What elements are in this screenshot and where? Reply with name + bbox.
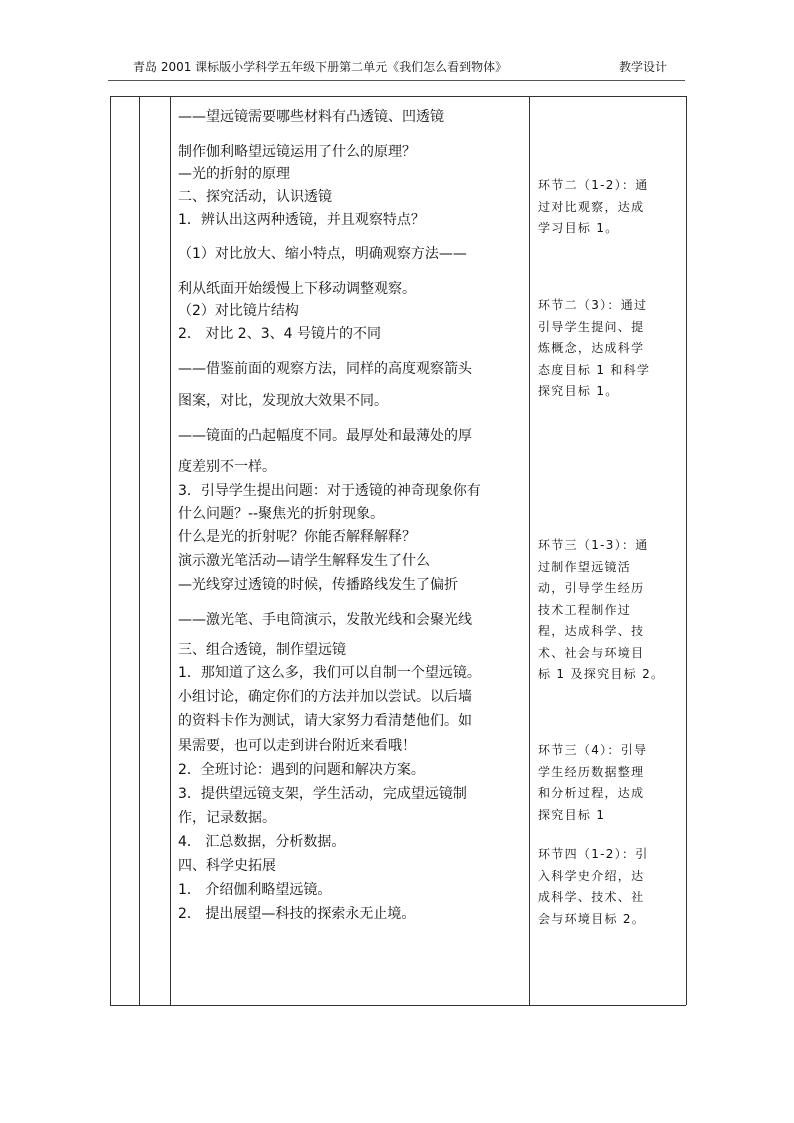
process-line: 的资料卡作为测试，请大家努力看清楚他们。如 [178, 713, 472, 729]
process-line: （2）对比镜片结构 [178, 303, 299, 319]
process-line: 作，记录数据。 [178, 810, 276, 826]
process-line: ——镜面的凸起幅度不同。最厚处和最薄处的厚 [178, 428, 472, 444]
process-line: 2． 提出展望—科技的探索永无止境。 [178, 906, 416, 922]
process-line: （1）对比放大、缩小特点，明确观察方法—— [178, 246, 467, 262]
process-line: 2．全班讨论：遇到的问题和解决方案。 [178, 762, 425, 778]
design-note: 环节四（1-2）：引 入科学史介绍，达 成科学、技术、社 会与环境目标 2。 [538, 847, 649, 926]
process-line: 利从纸面开始缓慢上下移动调整观察。 [178, 281, 416, 297]
table-left-border [110, 96, 111, 1005]
process-line: 度差别不一样。 [178, 459, 276, 475]
design-note: 环节二（3）：通过 引导学生提问、提 炼概念，达成科学 态度目标 1 和科学 探究目标 1。 [538, 298, 651, 398]
process-line: 演示激光笔活动—请学生解释发生了什么 [178, 553, 430, 569]
column-divider-3 [529, 96, 530, 1005]
header-rule [108, 80, 685, 81]
column-divider-2 [170, 96, 171, 1005]
process-line: 三、组合透镜，制作望远镜 [178, 642, 346, 658]
document-title: 青岛 2001 课标版小学科学五年级下册第二单元《我们怎么看到物体》 [133, 60, 508, 74]
process-line: 3．引导学生提出问题：对于透镜的神奇现象你有 [178, 483, 481, 499]
process-line: 1．辨认出这两种透镜，并且观察特点？ [178, 212, 425, 228]
process-line: 2． 对比 2、3、4 号镜片的不同 [178, 326, 381, 342]
process-line: 四、科学史拓展 [178, 858, 276, 874]
document-type: 教学设计 [619, 60, 668, 74]
design-note: 环节三（4）：引导 学生经历数据整理 和分析过程，达成 探究目标 1 [538, 743, 648, 822]
process-line: 制作伽利略望远镜运用了什么的原理？ [178, 144, 416, 160]
process-line: —光的折射的原理 [178, 166, 290, 182]
process-line: 果需要，也可以走到讲台附近来看哦！ [178, 738, 416, 754]
design-note: 环节二（1-2）：通 过对比观察，达成 学习目标 1。 [538, 178, 649, 235]
process-line: 二、探究活动，认识透镜 [178, 189, 332, 205]
process-line: 1．那知道了这么多，我们可以自制一个望远镜。 [178, 665, 481, 681]
process-line: 什么是光的折射呢？你能否解释解释？ [178, 529, 416, 545]
process-line: ——望远镜需要哪些材料有凸透镜、凹透镜 [178, 109, 444, 125]
design-note: 环节三（1-3）：通 过制作望远镜活 动，引导学生经历 技术工程制作过 程，达成科学、技 术、社会与环境目 标 1 及探究目标 2。 [538, 538, 665, 681]
column-divider-1 [139, 96, 140, 1005]
process-line: ——借鉴前面的观察方法，同样的高度观察箭头 [178, 361, 472, 377]
process-line: 3．提供望远镜支架，学生活动，完成望远镜制 [178, 786, 467, 802]
table-bottom-border [110, 1005, 686, 1006]
process-line: —光线穿过透镜的时候，传播路线发生了偏折 [178, 577, 458, 593]
table-right-border [686, 96, 687, 1005]
process-line: ——激光笔、手电筒演示，发散光线和会聚光线 [178, 612, 472, 628]
process-line: 1． 介绍伽利略望远镜。 [178, 882, 332, 898]
process-line: 什么问题？--聚焦光的折射现象。 [178, 506, 385, 522]
process-line: 图案，对比，发现放大效果不同。 [178, 393, 388, 409]
process-line: 4． 汇总数据，分析数据。 [178, 834, 346, 850]
process-line: 小组讨论，确定你们的方法并加以尝试。以后墙 [178, 689, 472, 705]
table-top-border [110, 96, 686, 97]
